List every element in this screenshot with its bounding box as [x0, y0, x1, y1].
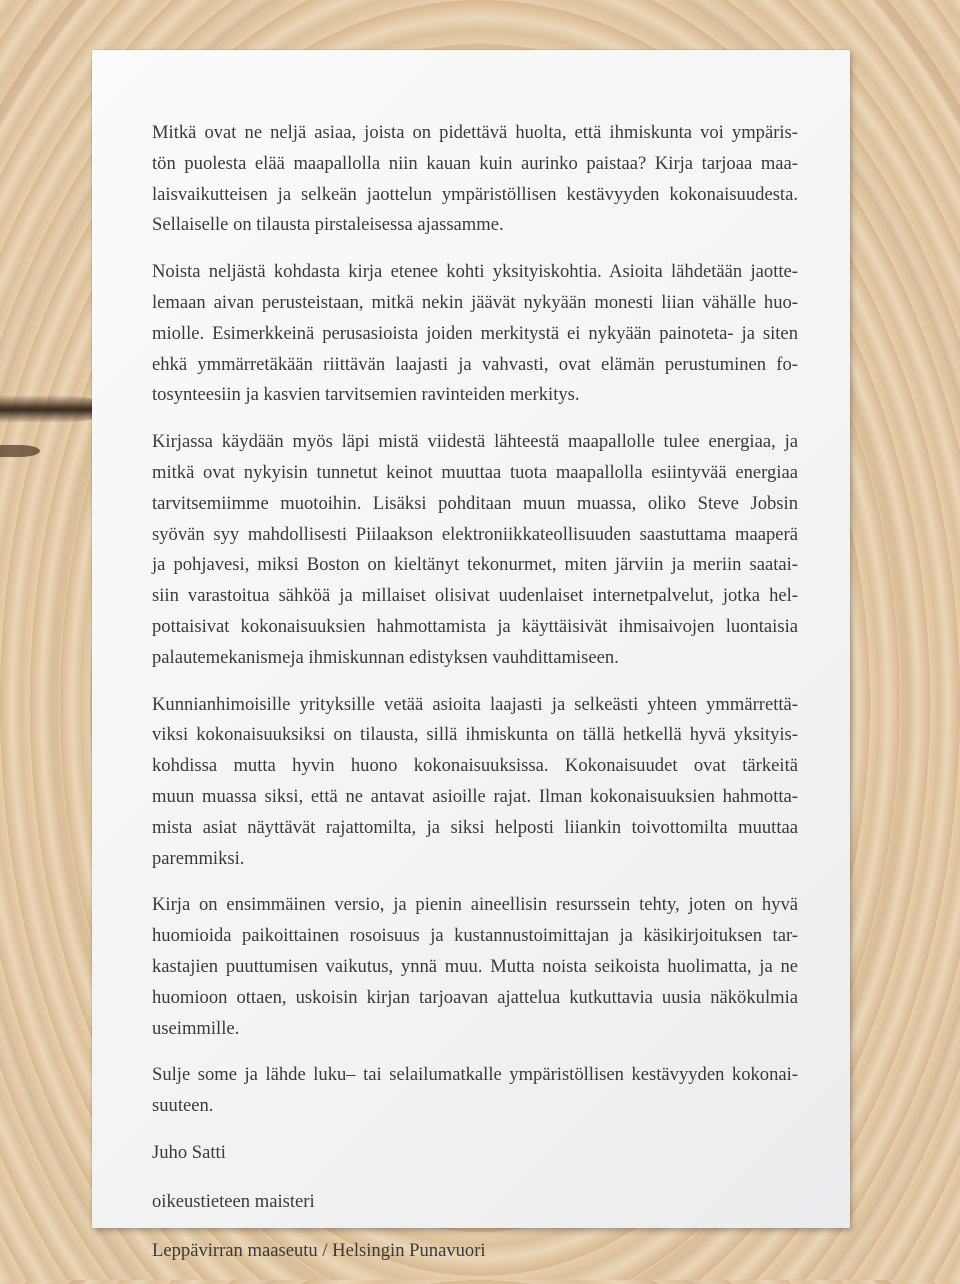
- text-line: huomioida paikoittainen rosoisuus ja kustannustoimittajan ja käsikirjoituksen tar-: [152, 925, 798, 947]
- text-line: Kirjassa käydään myös läpi mistä viidestä lähteestä maapallolle tulee energiaa, ja: [152, 431, 798, 453]
- text-line: Kunnianhimoisille yrityksille vetää asioita laajasti ja selkeästi yhteen ymmärrettä-: [152, 693, 798, 715]
- text-line: Sellaiselle on tilausta pirstaleisessa ajassamme.: [152, 214, 504, 236]
- author-title: oikeustieteen maisteri: [152, 1190, 315, 1212]
- text-line: kastajien puuttumisen vaikutus, ynnä muu. Mutta noista seikoista huolimatta, ja ne: [152, 955, 798, 977]
- text-line: paremmiksi.: [152, 847, 245, 869]
- text-line: useimmille.: [152, 1017, 240, 1039]
- text-line: mitkä ovat nykyisin tunnetut keinot muuttaa tuota maapallolla esiintyvää energiaa: [152, 461, 798, 483]
- paragraph-6: [152, 1060, 798, 1122]
- text-line: pottaisivat kokonaisuuksien hahmottamista ja käyttäisivät ihmisaivojen luontaisia: [152, 615, 798, 637]
- blurb-text: [152, 118, 798, 1284]
- text-line: ehkä ymmärretäkään riittävän laajasti ja vahvasti, ovat elämän perustuminen fo-: [152, 353, 798, 375]
- wood-crack-small: [0, 445, 40, 457]
- text-line: tarvitsemiimme muotoihin. Lisäksi pohditaan muun muassa, oliko Steve Jobsin: [152, 492, 798, 514]
- text-line: Sulje some ja lähde luku– tai selailumatkalle ympäristöllisen kestävyyden kokonai-: [152, 1064, 798, 1086]
- paragraph-3: [152, 427, 798, 673]
- paragraph-5: [152, 890, 798, 1044]
- text-line: miolle. Esimerkkeinä perusasioista joiden merkitystä ei nykyään painoteta- ja siten: [152, 322, 798, 344]
- text-line: huomioon ottaen, uskoisin kirjan tarjoavan ajattelua kutkuttavia uusia näkökulmia: [152, 986, 798, 1008]
- text-line: muun muassa siksi, että ne antavat asioille rajat. Ilman kokonaisuuksien hahmotta-: [152, 785, 798, 807]
- author-name: Juho Satti: [152, 1141, 226, 1163]
- text-line: tosynteesiin ja kasvien tarvitsemien ravinteiden merkitys.: [152, 384, 580, 406]
- paragraph-2: [152, 257, 798, 411]
- text-line: ja pohjavesi, miksi Boston on kieltänyt tekonurmet, miten järviin ja meriin saatai-: [152, 554, 798, 576]
- text-line: siin varastoitua sähköä ja millaiset olisivat uudenlaiset internetpalvelut, jotka hel-: [152, 585, 798, 607]
- author-location: Leppävirran maaseutu / Helsingin Punavuori: [152, 1239, 486, 1261]
- text-line: kohdissa mutta hyvin huono kokonaisuuksissa. Kokonaisuudet ovat tärkeitä: [152, 755, 798, 777]
- text-line: viksi kokonaisuuksiksi on tilausta, sillä ihmiskunta on tällä hetkellä hyvä yksityis-: [152, 724, 798, 746]
- paragraph-1: [152, 118, 798, 241]
- text-line: Noista neljästä kohdasta kirja etenee kohti yksityiskohtia. Asioita lähdetään jaotte-: [152, 261, 798, 283]
- text-line: syövän syy mahdollisesti Piilaakson elektroniikkateollisuuden saastuttama maaperä: [152, 523, 798, 545]
- text-line: mista asiat näyttävät rajattomilta, ja siksi helposti liiankin toivottomilta muuttaa: [152, 816, 798, 838]
- text-line: lemaan aivan perusteistaan, mitkä nekin jäävät nykyään monesti liian vähälle huo-: [152, 291, 798, 313]
- text-line: tön puolesta elää maapallolla niin kauan kuin aurinko paistaa? Kirja tarjoaa maa-: [152, 152, 798, 174]
- text-line: suuteen.: [152, 1095, 214, 1117]
- paragraph-4: [152, 690, 798, 875]
- text-line: palautemekanismeja ihmiskunnan edistyksen vauhdittamiseen.: [152, 646, 619, 668]
- text-line: laisvaikutteisen ja selkeän jaottelun ympäristöllisen kestävyyden kokonaisuudesta.: [152, 183, 798, 205]
- text-line: Mitkä ovat ne neljä asiaa, joista on pidettävä huolta, että ihmiskunta voi ympäris-: [152, 122, 798, 143]
- text-line: Kirja on ensimmäinen versio, ja pienin aineellisin resurssein tehty, joten on hyvä: [152, 894, 798, 916]
- book-back-cover: [92, 50, 850, 1261]
